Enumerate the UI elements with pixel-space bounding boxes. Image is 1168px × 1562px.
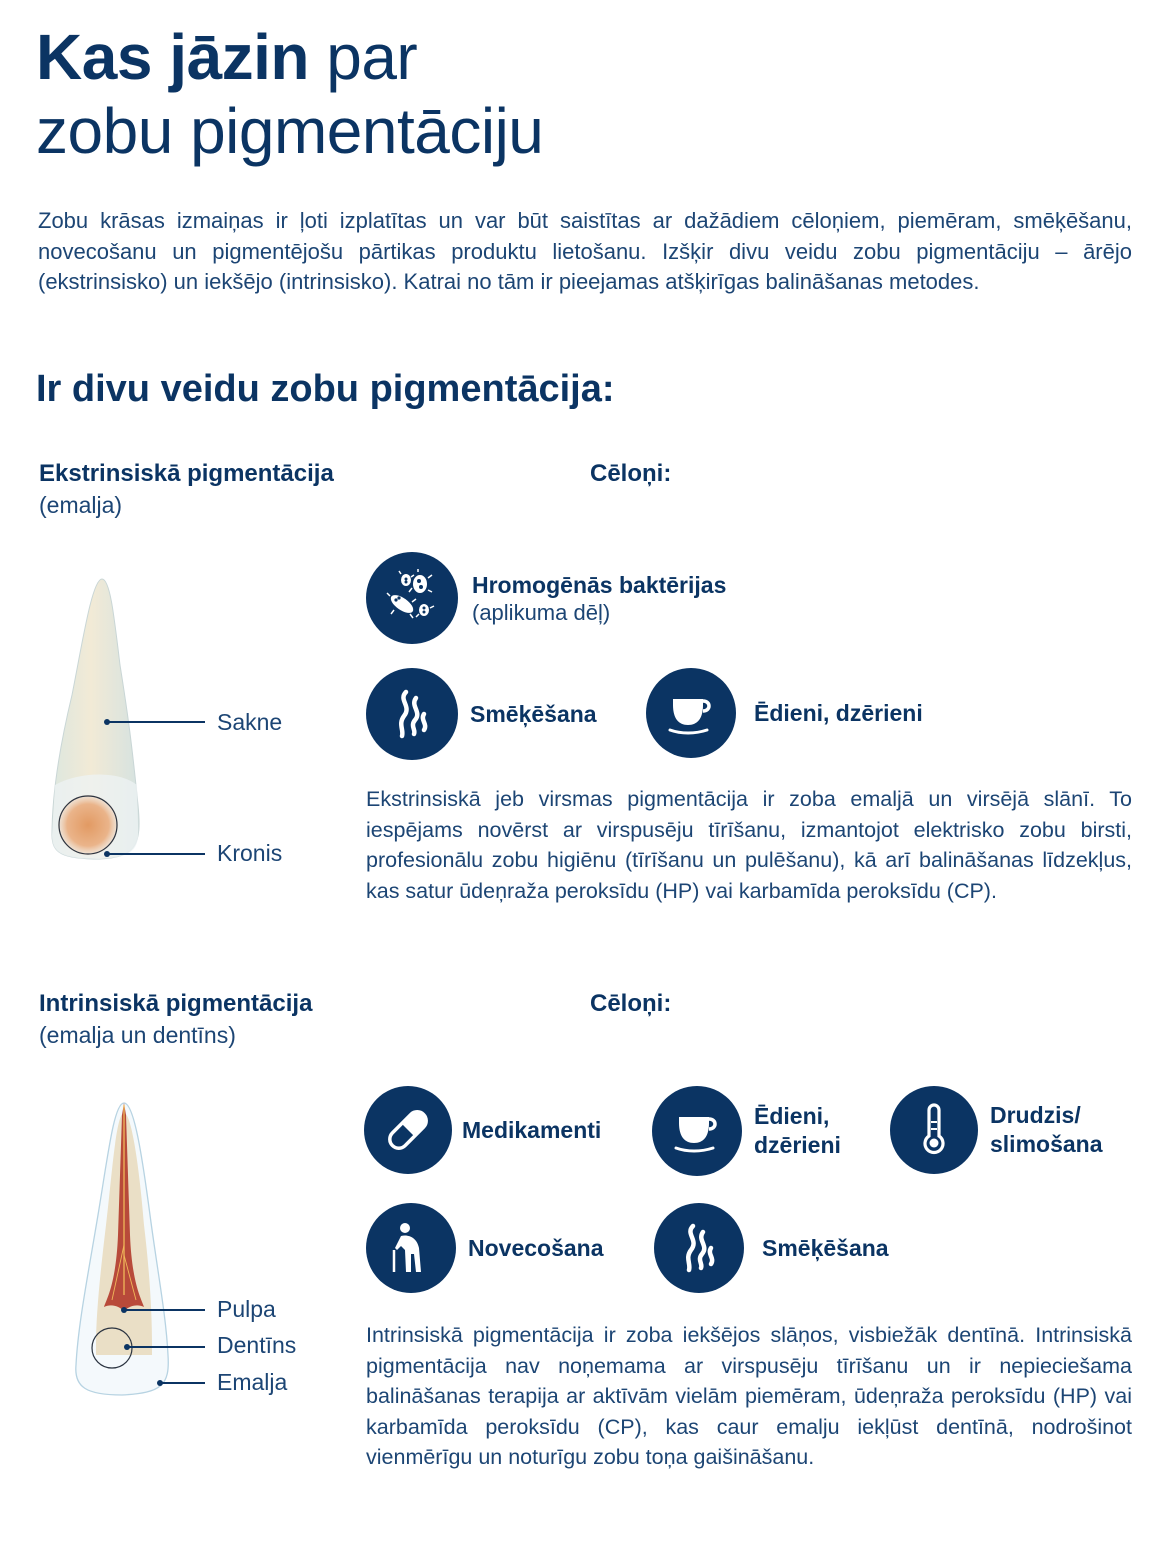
cause-label-smoking: Smēķēšana — [470, 700, 597, 727]
smoke-icon — [654, 1203, 744, 1293]
cause-label-fever-line2: slimošana — [990, 1131, 1103, 1157]
extrinsic-causes-title: Cēloņi: — [590, 460, 672, 487]
extrinsic-heading — [39, 460, 334, 519]
extrinsic-title: Ekstrinsiskā pigmentācija — [39, 460, 334, 487]
cause-smoking — [366, 668, 597, 760]
title-light: par — [308, 21, 418, 93]
emalja-pointer-line — [160, 1382, 205, 1384]
pill-icon — [364, 1086, 452, 1174]
elderly-person-icon — [366, 1203, 456, 1293]
section-heading: Ir divu veidu zobu pigmentācija: — [36, 368, 615, 410]
bacteria-icon — [366, 552, 458, 644]
cause-food-drink — [646, 668, 923, 758]
label-emalja: Emalja — [217, 1369, 288, 1395]
title-bold: Kas jāzin — [36, 21, 309, 93]
label-pulpa: Pulpa — [217, 1296, 276, 1322]
intro-paragraph: Zobu krāsas izmaiņas ir ļoti izplatītas un var būt saistītas ar dažādiem cēloņiem, piemēram, smēķēšanu, novecošanu un pigmentējošu pārtikas produktu lietošanu. Izšķir divu veidu zobu pigmentāciju – ārējo (ekstrinsisko) un iekšējo (intrinsisko). Katrai no tām ir pieejamas atšķirīgas balināšanas metodes. — [38, 208, 1132, 294]
intrinsic-heading — [39, 990, 312, 1049]
cause-bacteria — [366, 552, 726, 644]
cause-label-medication: Medikamenti — [462, 1116, 602, 1143]
intrinsic-subtitle: (emalja un dentīns) — [39, 1022, 236, 1048]
cause-label-aging: Novecošana — [468, 1234, 604, 1261]
cause-label-food-line1: Ēdieni, — [754, 1103, 830, 1129]
cup-icon — [652, 1086, 742, 1176]
label-kronis: Kronis — [217, 840, 283, 866]
cause-label-food-drink: Ēdieni, dzērieni — [754, 699, 923, 726]
smoke-icon — [366, 668, 458, 760]
intrinsic-description: Intrinsiskā pigmentācija ir zoba iekšējos slāņos, visbiežāk dentīnā. Intrinsiskā pigmentācija nav noņemama ar virspusēju tīrīšanu un ir nepieciešama balināšanas terapija ar aktīvām vielām piemēram, ūdeņraža peroksīdu (HP) vai karbamīda peroksīdu (CP), kas caur emalju iekļūst dentīnā, nodrošinot vienmērīgu un noturīgu zobu toņa gaišināšanu. — [366, 1323, 1132, 1469]
cause-aging — [366, 1203, 604, 1293]
thermometer-icon — [890, 1086, 978, 1174]
cause-label-food-line2: dzērieni — [754, 1132, 841, 1158]
cup-icon — [646, 668, 736, 758]
intrinsic-causes-title: Cēloņi: — [590, 990, 672, 1017]
intrinsic-tooth-diagram — [70, 1095, 180, 1400]
page-title — [36, 20, 543, 168]
cause-medication — [364, 1086, 601, 1174]
tooth-cross-section-icon — [70, 1095, 180, 1400]
dentins-pointer-line — [127, 1346, 205, 1348]
label-dentins: Dentīns — [217, 1332, 297, 1358]
sakne-pointer-line — [107, 721, 205, 723]
cause-fever — [890, 1086, 1103, 1174]
label-sakne: Sakne — [217, 709, 283, 735]
cause-label-bacteria: Hromogēnās baktērijas — [472, 571, 727, 598]
pulpa-pointer-line — [124, 1309, 205, 1311]
extrinsic-subtitle: (emalja) — [39, 492, 123, 518]
cause-label-smoking-2: Smēķēšana — [762, 1234, 889, 1261]
cause-food-drink-2 — [652, 1086, 841, 1176]
cause-label-fever-line1: Drudzis/ — [990, 1102, 1081, 1128]
extrinsic-description: Ekstrinsiskā jeb virsmas pigmentācija ir zoba emaljā un virsējā slānī. To iespējams novērst ar virspusēju tīrīšanu, izmantojot elektrisko zobu birsti, profesionālu zobu higiēnu (tīrīšanu un pulēšanu), kā arī balināšanas līdzekļus, kas satur ūdeņraža peroksīdu (HP) vai karbamīda peroksīdu (CP). — [366, 787, 1132, 903]
cause-smoking-2 — [654, 1203, 889, 1293]
kronis-pointer-line — [107, 853, 205, 855]
cause-sub-bacteria: (aplikuma dēļ) — [472, 599, 611, 625]
title-line2: zobu pigmentāciju — [36, 95, 544, 167]
intrinsic-title: Intrinsiskā pigmentācija — [39, 990, 313, 1017]
